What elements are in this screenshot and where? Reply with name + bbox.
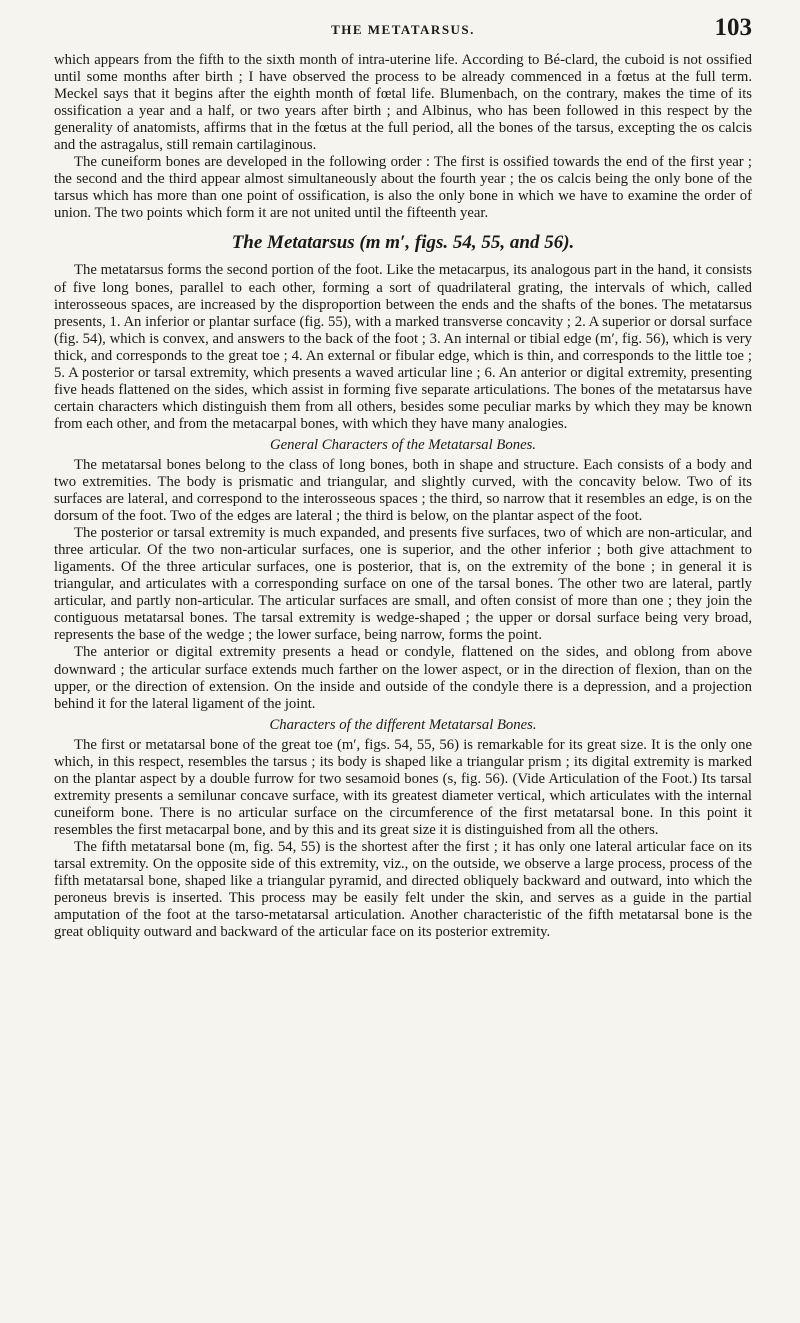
page-number: 103 (714, 14, 752, 41)
paragraph-long-bones: The metatarsal bones belong to the class of long bones, both in shape and structure. Each consists of a body and two extremities. The body is prismatic and triangular, and slightly curved, with the concavity below. Two of its surfaces are lateral, and correspond to the interosseous spaces ; the third, so narrow that it resembles an edge, is on the dorsum of the foot. Two of the edges are lateral ; the third is below, on the plantar aspect of the foot. (54, 456, 752, 525)
paragraph-cuneiform-ossification: The cuneiform bones are developed in the following order : The first is ossified towards the end of the first year ; the second and the third appear almost simultaneously about the fourth year ; the os calcis being the only bone of the tarsus which has more than one point of ossification, is also the only bone in which we have to examine the order of union. The two points which form it are not united until the fifteenth year. (54, 154, 752, 222)
paragraph-first-metatarsal: The first or metatarsal bone of the great toe (m′, figs. 54, 55, 56) is remarkable for its great size. It is the only one which, in this respect, resembles the tarsus ; its body is shaped like a triangular prism ; its digital extremity is marked on the plantar aspect by a double furrow for two sesamoid bones (s, fig. 56). (Vide Articulation of the Foot.) Its tarsal extremity presents a semilunar concave surface, with its greatest diameter vertical, which articulates with the internal cuneiform bone. There is no articular surface on the circumference of the first metatarsal bone. In this point it resembles the first metacarpal bone, and by this and its great size it is distinguished from all the others. (54, 736, 752, 838)
paragraph-tarsal-extremity: The posterior or tarsal extremity is much expanded, and presents five surfaces, two of which are non-articular, and three articular. Of the two non-articular surfaces, one is superior, and the other inferior ; both give attachment to ligaments. Of the three articular surfaces, one is posterior, that is, on the extremity of the bone ; in general it is triangular, and articulates with a corresponding surface on one of the tarsal bones. The other two are lateral, partly articular, and partly non-articular. The articular surfaces are small, and often consist of more than one ; they join the contiguous metatarsal bones. The tarsal extremity is wedge-shaped ; the upper or dorsal surface being very broad, represents the base of the wedge ; the lower surface, being narrow, forms the point. (54, 525, 752, 644)
paragraph-digital-extremity: The anterior or digital extremity presents a head or condyle, flattened on the sides, and oblong from above downward ; the articular surface extends much farther on the lower aspect, or in the direction of flexion, than on the upper, or the direction of extension. On the inside and outside of the condyle there is a depression, and a projection behind it for the lateral ligament of the joint. (54, 644, 752, 712)
section-heading-metatarsus: The Metatarsus (m m′, figs. 54, 55, and 56). (231, 232, 575, 254)
running-head (54, 0, 752, 52)
paragraph-fifth-metatarsal: The fifth metatarsal bone (m, fig. 54, 55) is the shortest after the first ; it has only one lateral articular face on its tarsal extremity. On the opposite side of this extremity, viz., on the outside, we observe a large process, process of the fifth metatarsal bone, shaped like a triangular pyramid, and directed obliquely backward and outward, into which the peroneus brevis is inserted. This process may be easily felt under the skin, and serves as a guide in the partial amputation of the foot at the tarso-metatarsal articulation. Another characteristic of the fifth metatarsal bone is the great obliquity outward and backward of the articular face on its posterior extremity. (54, 838, 752, 941)
subheading-different-bones: Characters of the different Metatarsal Bones. (269, 716, 537, 733)
running-title: THE METATARSUS. (331, 22, 475, 37)
paragraph-ossification-cuboid: which appears from the fifth to the sixth month of intra-uterine life. According to Bé-clard, the cuboid is not ossified until some months after birth ; I have observed the process to be already commenced in a fœtus at the full term. Meckel says that it begins after the eighth month of fœtal life. Blumenbach, on the contrary, makes the time of its ossification a year and a half, or two years after birth ; and Albinus, who has been followed in this respect by the generality of anatomists, affirms that in the fœtus at the full period, all the bones of the tarsus, excepting the os calcis and the astragalus, still remain cartilaginous. (54, 52, 752, 154)
paragraph-metatarsus-description: The metatarsus forms the second portion of the foot. Like the metacarpus, its analogous part in the hand, it consists of five long bones, parallel to each other, forming a sort of quadrilateral grating, the intervals of which, called interosseous spaces, are increased by the disproportion between the ends and the shafts of the bones. The metatarsus presents, 1. An inferior or plantar surface (fig. 55), with a marked transverse concavity ; 2. A superior or dorsal surface (fig. 54), which is convex, and answers to the back of the foot ; 3. An internal or tibial edge (m′, fig. 56), which is very thick, and corresponds to the great toe ; 4. An external or fibular edge, which is thin, and corresponds to the little toe ; 5. A posterior or tarsal extremity, which presents a waved articular line ; 6. An anterior or digital extremity, presenting five heads flattened on the sides, which assist in forming five separate articulations. The bones of the metatarsus have certain characters which distinguish them from all others, besides some peculiar marks by which they may be known from each other, and from the metacarpal bones, with which they have many analogies. (54, 262, 752, 432)
subheading-general-characters: General Characters of the Metatarsal Bones. (270, 436, 536, 453)
